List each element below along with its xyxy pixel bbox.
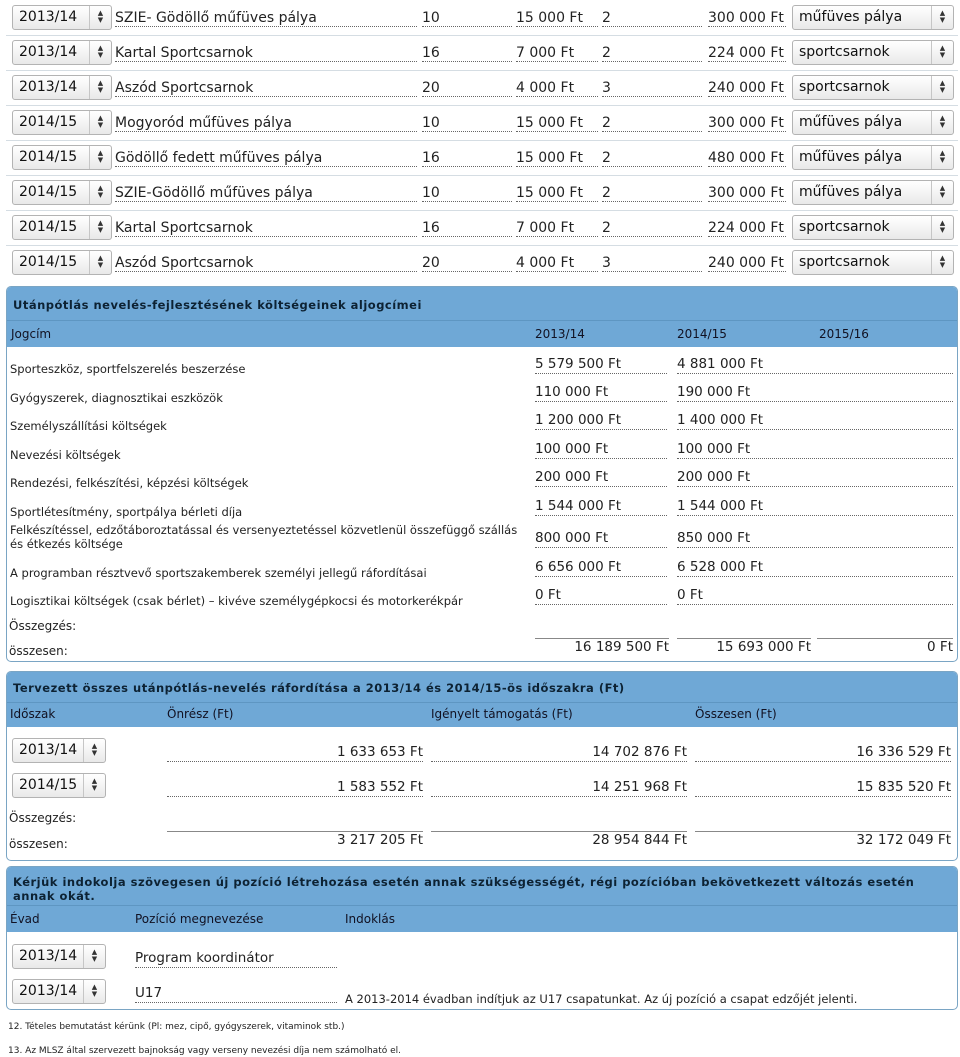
header-2014: 2014/15 [677, 327, 727, 341]
header-2015: 2015/16 [819, 327, 869, 341]
position-name-input[interactable]: U17 [135, 985, 337, 1003]
facility-total[interactable]: 224 000 Ft [708, 220, 786, 237]
facility-col3[interactable]: 20 [422, 255, 512, 272]
updown-icon: ▲ ▼ [931, 146, 953, 169]
facility-name[interactable]: Gödöllő fedett műfüves pálya [115, 150, 417, 167]
facility-col3[interactable]: 20 [422, 80, 512, 97]
planned-own[interactable]: 1 633 653 Ft [167, 744, 423, 762]
cost-value-2013[interactable]: 110 000 Ft [535, 384, 667, 402]
planned-total[interactable]: 15 835 520 Ft [695, 779, 951, 797]
facility-total[interactable]: 240 000 Ft [708, 255, 786, 272]
facility-count[interactable]: 2 [602, 45, 702, 62]
costs-total-label: összesen: [9, 644, 68, 658]
cost-value-2013[interactable]: 200 000 Ft [535, 469, 667, 487]
header-period: Időszak [10, 707, 56, 721]
facility-col3[interactable]: 10 [422, 185, 512, 202]
facility-type-select[interactable]: műfüves pálya ▲ ▼ [792, 180, 954, 205]
updown-icon: ▲ ▼ [89, 76, 111, 99]
season-select[interactable]: 2013/14 ▲ ▼ [12, 944, 106, 969]
facility-name[interactable]: SZIE- Gödöllő műfüves pálya [115, 10, 417, 27]
facility-row [6, 70, 958, 106]
facility-price[interactable]: 4 000 Ft [516, 80, 598, 97]
season-select[interactable]: 2014/15 ▲ ▼ [12, 145, 112, 170]
planned-requested[interactable]: 14 251 968 Ft [431, 779, 687, 797]
facility-type-select[interactable]: sportcsarnok ▲ ▼ [792, 75, 954, 100]
facility-total[interactable]: 300 000 Ft [708, 185, 786, 202]
cost-value-2014[interactable]: 0 Ft [677, 587, 953, 605]
facility-type-select[interactable]: műfüves pálya ▲ ▼ [792, 145, 954, 170]
cost-value-2013[interactable]: 100 000 Ft [535, 441, 667, 459]
facility-row [6, 140, 958, 176]
updown-icon: ▲ ▼ [89, 251, 111, 274]
cost-value-2014[interactable]: 1 544 000 Ft [677, 498, 953, 516]
updown-icon: ▲ ▼ [931, 181, 953, 204]
facility-type-select[interactable]: sportcsarnok ▲ ▼ [792, 250, 954, 275]
updown-icon: ▲ ▼ [89, 216, 111, 239]
facility-col3[interactable]: 16 [422, 45, 512, 62]
header-requested: Igényelt támogatás (Ft) [431, 707, 573, 721]
planned-total[interactable]: 16 336 529 Ft [695, 744, 951, 762]
facility-name[interactable]: Aszód Sportcsarnok [115, 255, 417, 272]
season-select[interactable]: 2014/15 ▲ ▼ [12, 110, 112, 135]
facility-total[interactable]: 240 000 Ft [708, 80, 786, 97]
planned-summary-label: Összegzés: [9, 811, 77, 825]
cost-label: Sportlétesítmény, sportpálya bérleti díja [10, 505, 243, 519]
facility-total[interactable]: 480 000 Ft [708, 150, 786, 167]
period-select[interactable]: 2014/15 ▲ ▼ [12, 773, 106, 798]
facility-col3[interactable]: 16 [422, 150, 512, 167]
facility-count[interactable]: 2 [602, 10, 702, 27]
cost-value-2014[interactable]: 1 400 000 Ft [677, 412, 953, 430]
planned-panel-title: Tervezett összes utánpótlás-nevelés ráfordítása a 2013/14 és 2014/15-ös időszakra (Ft) [7, 672, 957, 702]
facility-count[interactable]: 3 [602, 255, 702, 272]
updown-icon: ▲ ▼ [89, 6, 111, 29]
facility-count[interactable]: 3 [602, 80, 702, 97]
cost-value-2014[interactable]: 6 528 000 Ft [677, 559, 953, 577]
facility-row [6, 35, 958, 71]
cost-label: Logisztikai költségek (csak bérlet) – kivéve személygépkocsi és motorkerékpár [10, 594, 463, 608]
cost-value-2013[interactable]: 5 579 500 Ft [535, 356, 667, 374]
planned-panel [6, 671, 958, 861]
updown-icon: ▲ ▼ [89, 181, 111, 204]
cost-label: Felkészítéssel, edzőtáboroztatással és versenyeztetéssel közvetlenül összefüggő szállás és étkezés költsége [10, 523, 518, 551]
cost-label: Gyógyszerek, diagnosztikai eszközök [10, 391, 223, 405]
header-season: Évad [10, 912, 40, 926]
facility-type-select[interactable]: műfüves pálya ▲ ▼ [792, 5, 954, 30]
cost-label: Rendezési, felkészítési, képzési költségek [10, 476, 249, 490]
costs-panel-title: Utánpótlás nevelés-fejlesztésének költségeinek aljogcímei [7, 287, 957, 320]
costs-total-2014: 15 693 000 Ft [677, 638, 811, 656]
updown-icon: ▲ ▼ [83, 739, 105, 762]
updown-icon: ▲ ▼ [931, 251, 953, 274]
updown-icon: ▲ ▼ [931, 41, 953, 64]
facility-name[interactable]: SZIE-Gödöllő műfüves pálya [115, 185, 417, 202]
updown-icon: ▲ ▼ [931, 216, 953, 239]
season-select[interactable]: 2013/14 ▲ ▼ [12, 75, 112, 100]
facility-count[interactable]: 2 [602, 115, 702, 132]
planned-own[interactable]: 1 583 552 Ft [167, 779, 423, 797]
positions-panel [6, 866, 958, 1010]
footnote: 13. Az MLSZ által szervezett bajnokság vagy verseny nevezési díja nem számolható el. [8, 1046, 401, 1056]
updown-icon: ▲ ▼ [931, 6, 953, 29]
facility-count[interactable]: 2 [602, 185, 702, 202]
costs-total-2015: 0 Ft [817, 638, 953, 656]
season-select[interactable]: 2014/15 ▲ ▼ [12, 215, 112, 240]
facility-name[interactable]: Aszód Sportcsarnok [115, 80, 417, 97]
cost-value-2013[interactable]: 0 Ft [535, 587, 667, 605]
header-own: Önrész (Ft) [167, 707, 234, 721]
positions-panel-title: Kérjük indokolja szövegesen új pozíció létrehozása esetén annak szükségességét, régi pozícióban bekövetkezett változás esetén annak okát. [7, 867, 957, 905]
facility-price[interactable]: 15 000 Ft [516, 150, 598, 167]
position-reason-text[interactable]: A 2013-2014 évadban indítjuk az U17 csapatunkat. Az új pozíció a csapat edzőjét jelenti. [345, 992, 858, 1006]
updown-icon: ▲ ▼ [89, 111, 111, 134]
cost-label: Nevezési költségek [10, 448, 121, 462]
updown-icon: ▲ ▼ [83, 980, 105, 1003]
facility-price[interactable]: 15 000 Ft [516, 115, 598, 132]
facility-price[interactable]: 7 000 Ft [516, 45, 598, 62]
facility-price[interactable]: 7 000 Ft [516, 220, 598, 237]
cost-value-2013[interactable]: 1 200 000 Ft [535, 412, 667, 430]
planned-requested[interactable]: 14 702 876 Ft [431, 744, 687, 762]
facility-row [6, 105, 958, 141]
planned-total-sum: 32 172 049 Ft [695, 831, 951, 849]
costs-panel [6, 286, 958, 662]
facility-name[interactable]: Kartal Sportcsarnok [115, 45, 417, 62]
season-select[interactable]: 2014/15 ▲ ▼ [12, 180, 112, 205]
facility-row [6, 210, 958, 246]
cost-label: Személyszállítási költségek [10, 419, 167, 433]
updown-icon: ▲ ▼ [931, 76, 953, 99]
position-name-input[interactable]: Program koordinátor [135, 950, 337, 968]
planned-total-own: 3 217 205 Ft [167, 831, 423, 849]
facility-type-select[interactable]: műfüves pálya ▲ ▼ [792, 110, 954, 135]
facility-price[interactable]: 15 000 Ft [516, 10, 598, 27]
facility-col3[interactable]: 10 [422, 10, 512, 27]
header-2013: 2013/14 [535, 327, 585, 341]
season-select[interactable]: 2013/14 ▲ ▼ [12, 5, 112, 30]
updown-icon: ▲ ▼ [83, 774, 105, 797]
facility-type-select[interactable]: sportcsarnok ▲ ▼ [792, 215, 954, 240]
facility-total[interactable]: 300 000 Ft [708, 115, 786, 132]
cost-value-2014[interactable]: 850 000 Ft [677, 530, 953, 548]
facility-total[interactable]: 224 000 Ft [708, 45, 786, 62]
season-select[interactable]: 2013/14 ▲ ▼ [12, 40, 112, 65]
facility-col3[interactable]: 10 [422, 115, 512, 132]
planned-total-requested: 28 954 844 Ft [431, 831, 687, 849]
facility-row [6, 175, 958, 211]
cost-value-2014[interactable]: 190 000 Ft [677, 384, 953, 402]
cost-label: A programban résztvevő sportszakemberek személyi jellegű ráfordításai [10, 566, 427, 580]
facility-count[interactable]: 2 [602, 220, 702, 237]
season-select[interactable]: 2014/15 ▲ ▼ [12, 250, 112, 275]
cost-value-2013[interactable]: 1 544 000 Ft [535, 498, 667, 516]
updown-icon: ▲ ▼ [89, 146, 111, 169]
planned-total-label: összesen: [9, 837, 68, 851]
facility-col3[interactable]: 16 [422, 220, 512, 237]
cost-value-2014[interactable]: 4 881 000 Ft [677, 356, 953, 374]
facility-row [6, 0, 958, 36]
header-jogcim: Jogcím [11, 327, 52, 341]
planned-column-header [7, 702, 957, 727]
header-total: Összesen (Ft) [695, 707, 777, 721]
updown-icon: ▲ ▼ [83, 945, 105, 968]
facility-count[interactable]: 2 [602, 150, 702, 167]
costs-total-2013: 16 189 500 Ft [535, 638, 669, 656]
footnote: 12. Tételes bemutatást kérünk (Pl: mez, cipő, gyógyszerek, vitaminok stb.) [8, 1022, 345, 1032]
cost-value-2013[interactable]: 6 656 000 Ft [535, 559, 667, 577]
facility-name[interactable]: Mogyoród műfüves pálya [115, 115, 417, 132]
facility-type-select[interactable]: sportcsarnok ▲ ▼ [792, 40, 954, 65]
updown-icon: ▲ ▼ [931, 111, 953, 134]
costs-summary-label: Összegzés: [9, 619, 77, 633]
season-select[interactable]: 2013/14 ▲ ▼ [12, 979, 106, 1004]
facility-row [6, 245, 958, 278]
positions-column-header [7, 905, 957, 932]
header-reason: Indoklás [345, 912, 395, 926]
updown-icon: ▲ ▼ [89, 41, 111, 64]
cost-value-2013[interactable]: 800 000 Ft [535, 530, 667, 548]
header-position: Pozíció megnevezése [135, 912, 264, 926]
facility-price[interactable]: 15 000 Ft [516, 185, 598, 202]
cost-label: Sporteszköz, sportfelszerelés beszerzése [10, 362, 246, 376]
facility-total[interactable]: 300 000 Ft [708, 10, 786, 27]
cost-value-2014[interactable]: 200 000 Ft [677, 469, 953, 487]
cost-value-2014[interactable]: 100 000 Ft [677, 441, 953, 459]
facility-price[interactable]: 4 000 Ft [516, 255, 598, 272]
period-select[interactable]: 2013/14 ▲ ▼ [12, 738, 106, 763]
costs-column-header [7, 320, 957, 347]
facility-name[interactable]: Kartal Sportcsarnok [115, 220, 417, 237]
